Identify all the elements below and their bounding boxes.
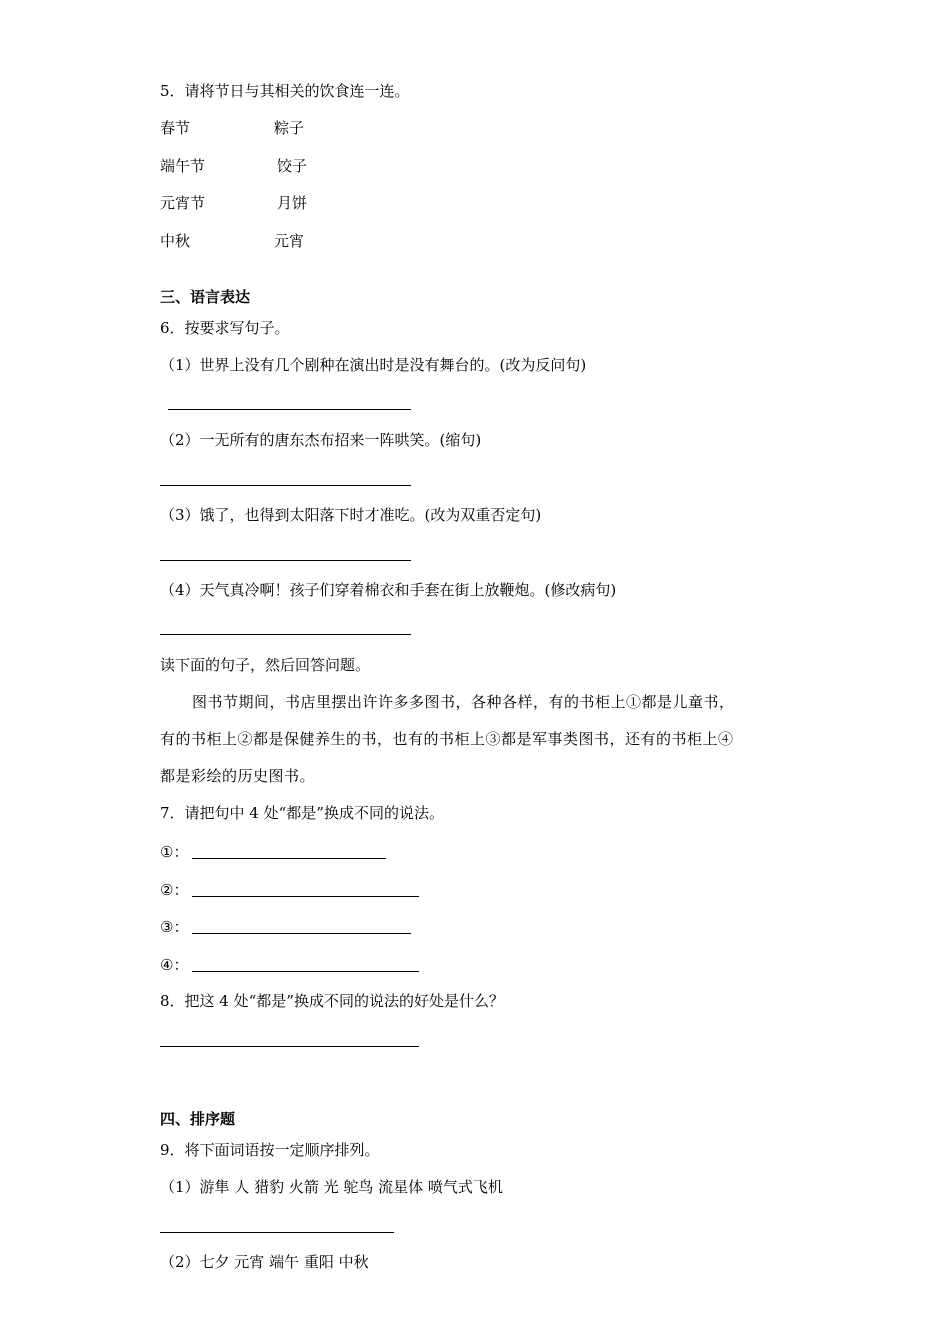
q7-label: ②： (160, 881, 189, 899)
q6-item-3: （3）饿了，也得到太阳落下时才准吃。(改为双重否定句) (160, 506, 542, 524)
answer-line[interactable] (192, 858, 386, 859)
answer-line[interactable] (160, 1232, 394, 1233)
q9-item-2: （2）七夕 元宵 端午 重阳 中秋 (160, 1253, 369, 1271)
q5-stem: 5．请将节日与其相关的饮食连一连。 (160, 82, 410, 100)
food-item[interactable]: 月饼 (277, 194, 308, 212)
answer-line[interactable] (168, 409, 411, 410)
q6-item-2: （2）一无所有的唐东杰布招来一阵哄笑。(缩句) (160, 431, 482, 449)
reading-passage-line: 图书节期间，书店里摆出许许多多图书，各种各样，有的书柜上①都是儿童书， (192, 693, 735, 711)
answer-line[interactable] (160, 560, 411, 561)
answer-line[interactable] (192, 971, 419, 972)
festival-item[interactable]: 端午节 (160, 157, 206, 175)
festival-item[interactable]: 中秋 (160, 232, 191, 250)
q7-label: ①： (160, 843, 189, 861)
q7-stem: 7．请把句中 4 处“都是”换成不同的说法。 (160, 804, 444, 822)
reading-passage-line: 都是彩绘的历史图书。 (160, 767, 316, 785)
q9-item-1: （1）游隼 人 猎豹 火箭 光 鸵鸟 流星体 喷气式飞机 (160, 1178, 503, 1196)
food-item[interactable]: 元宵 (274, 232, 305, 250)
food-item[interactable]: 粽子 (274, 119, 305, 137)
reading-intro: 读下面的句子，然后回答问题。 (160, 656, 371, 674)
food-item[interactable]: 饺子 (277, 157, 308, 175)
q6-item-4: （4）天气真冷啊！孩子们穿着棉衣和手套在街上放鞭炮。(修改病句) (160, 581, 617, 599)
q6-stem: 6．按要求写句子。 (160, 319, 290, 337)
q8-stem: 8．把这 4 处“都是”换成不同的说法的好处是什么？ (160, 992, 504, 1010)
answer-line[interactable] (160, 1046, 419, 1047)
festival-item[interactable]: 春节 (160, 119, 191, 137)
answer-line[interactable] (160, 634, 411, 635)
q7-label: ③： (160, 918, 189, 936)
festival-item[interactable]: 元宵节 (160, 194, 206, 212)
q7-label: ④： (160, 956, 189, 974)
reading-passage-line: 有的书柜上②都是保健养生的书，也有的书柜上③都是军事类图书，还有的书柜上④ (160, 730, 734, 748)
answer-line[interactable] (192, 896, 419, 897)
q6-item-1: （1）世界上没有几个剧种在演出时是没有舞台的。(改为反问句) (160, 356, 587, 374)
answer-line[interactable] (192, 933, 411, 934)
q9-stem: 9．将下面词语按一定顺序排列。 (160, 1141, 380, 1159)
section-heading: 四、排序题 (160, 1110, 236, 1128)
section-heading: 三、语言表达 (160, 288, 251, 306)
answer-line[interactable] (160, 485, 411, 486)
